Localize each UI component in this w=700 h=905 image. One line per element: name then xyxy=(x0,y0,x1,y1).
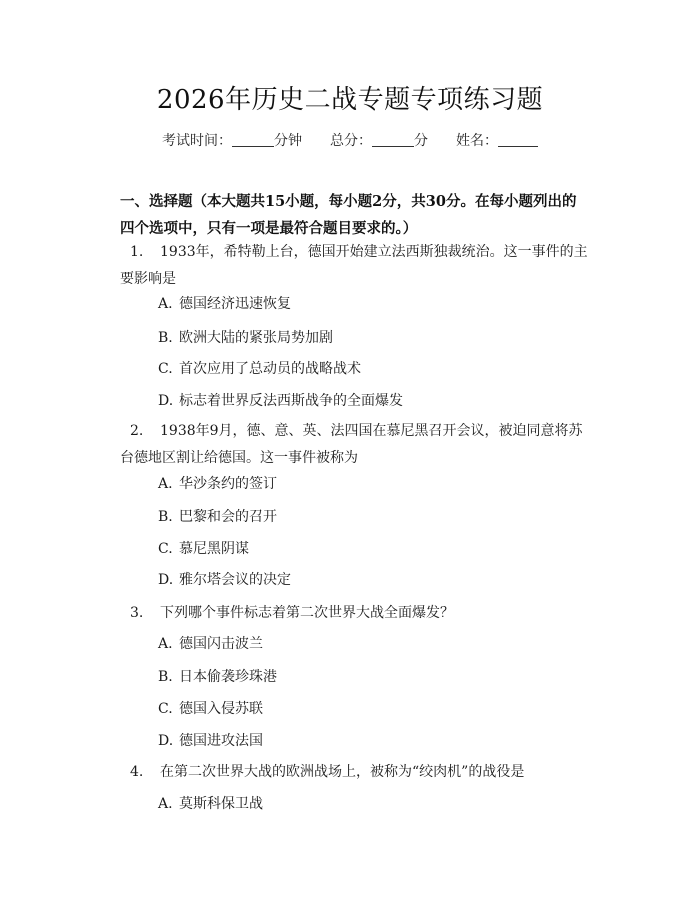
option-item xyxy=(158,570,291,590)
question-stem xyxy=(120,600,592,627)
option-text: 德国入侵苏联 xyxy=(179,701,263,717)
score-label: 总分： xyxy=(330,133,372,149)
option-letter: A. xyxy=(158,636,173,652)
question-text: 下列哪个事件标志着第二次世界大战全面爆发？ xyxy=(160,605,454,621)
option-text: 标志着世界反法西斯战争的全面爆发 xyxy=(179,393,403,409)
option-item xyxy=(158,667,277,687)
question-number: 4. xyxy=(130,764,144,780)
option-text: 慕尼黑阴谋 xyxy=(179,541,249,557)
section-header: 一、选择题（本大题共15小题，每小题2分，共30分。在每小题列出的四个选项中，只有一项是最符合题目要求的。） xyxy=(120,193,577,237)
option-item xyxy=(158,699,263,719)
option-item xyxy=(158,294,291,314)
option-item xyxy=(158,507,277,527)
time-label: 考试时间： xyxy=(162,133,232,149)
option-item xyxy=(158,731,263,751)
option-item xyxy=(158,539,249,559)
option-text: 华沙条约的签订 xyxy=(179,476,277,492)
option-letter: D. xyxy=(158,393,174,409)
option-text: 德国进攻法国 xyxy=(179,733,263,749)
question-number: 1. xyxy=(130,244,144,260)
question-number: 3. xyxy=(130,605,144,621)
option-letter: D. xyxy=(158,572,174,588)
option-text: 莫斯科保卫战 xyxy=(179,796,263,812)
question-stem xyxy=(120,239,592,293)
question-text: 在第二次世界大战的欧洲战场上，被称为“绞肉机”的战役是 xyxy=(160,764,525,780)
time-unit: 分钟 xyxy=(274,133,302,149)
option-letter: C. xyxy=(158,541,173,557)
question-text: 1938年9月，德、意、英、法四国在慕尼黑召开会议，被迫同意将苏台德地区割让给德国。这一事件被称为 xyxy=(120,423,583,466)
time-blank xyxy=(232,132,274,147)
option-letter: A. xyxy=(158,796,173,812)
option-text: 巴黎和会的召开 xyxy=(179,509,277,525)
option-text: 首次应用了总动员的战略战术 xyxy=(179,361,361,377)
option-text: 日本偷袭珍珠港 xyxy=(179,669,277,685)
option-letter: A. xyxy=(158,296,173,312)
option-letter: B. xyxy=(158,669,173,685)
question-stem xyxy=(120,759,592,786)
name-blank xyxy=(498,132,538,147)
option-letter: B. xyxy=(158,509,173,525)
exam-meta-line xyxy=(0,131,700,151)
option-letter: D. xyxy=(158,733,174,749)
option-text: 雅尔塔会议的决定 xyxy=(179,572,291,588)
option-item xyxy=(158,634,263,654)
option-text: 德国闪击波兰 xyxy=(179,636,263,652)
option-item xyxy=(158,474,277,494)
option-item xyxy=(158,391,403,411)
option-item xyxy=(158,794,263,814)
page-title: 2026年历史二战专题专项练习题 xyxy=(156,85,544,115)
option-text: 德国经济迅速恢复 xyxy=(179,296,291,312)
score-blank xyxy=(372,132,414,147)
option-letter: A. xyxy=(158,476,173,492)
option-letter: B. xyxy=(158,330,173,346)
score-unit: 分 xyxy=(414,133,428,149)
option-letter: C. xyxy=(158,361,173,377)
option-letter: C. xyxy=(158,701,173,717)
option-item xyxy=(158,328,333,348)
option-item xyxy=(158,359,361,379)
question-number: 2. xyxy=(130,423,144,439)
option-text: 欧洲大陆的紧张局势加剧 xyxy=(179,330,333,346)
question-text: 1933年，希特勒上台，德国开始建立法西斯独裁统治。这一事件的主要影响是 xyxy=(120,244,588,287)
question-stem xyxy=(120,418,592,472)
name-label: 姓名： xyxy=(456,133,498,149)
